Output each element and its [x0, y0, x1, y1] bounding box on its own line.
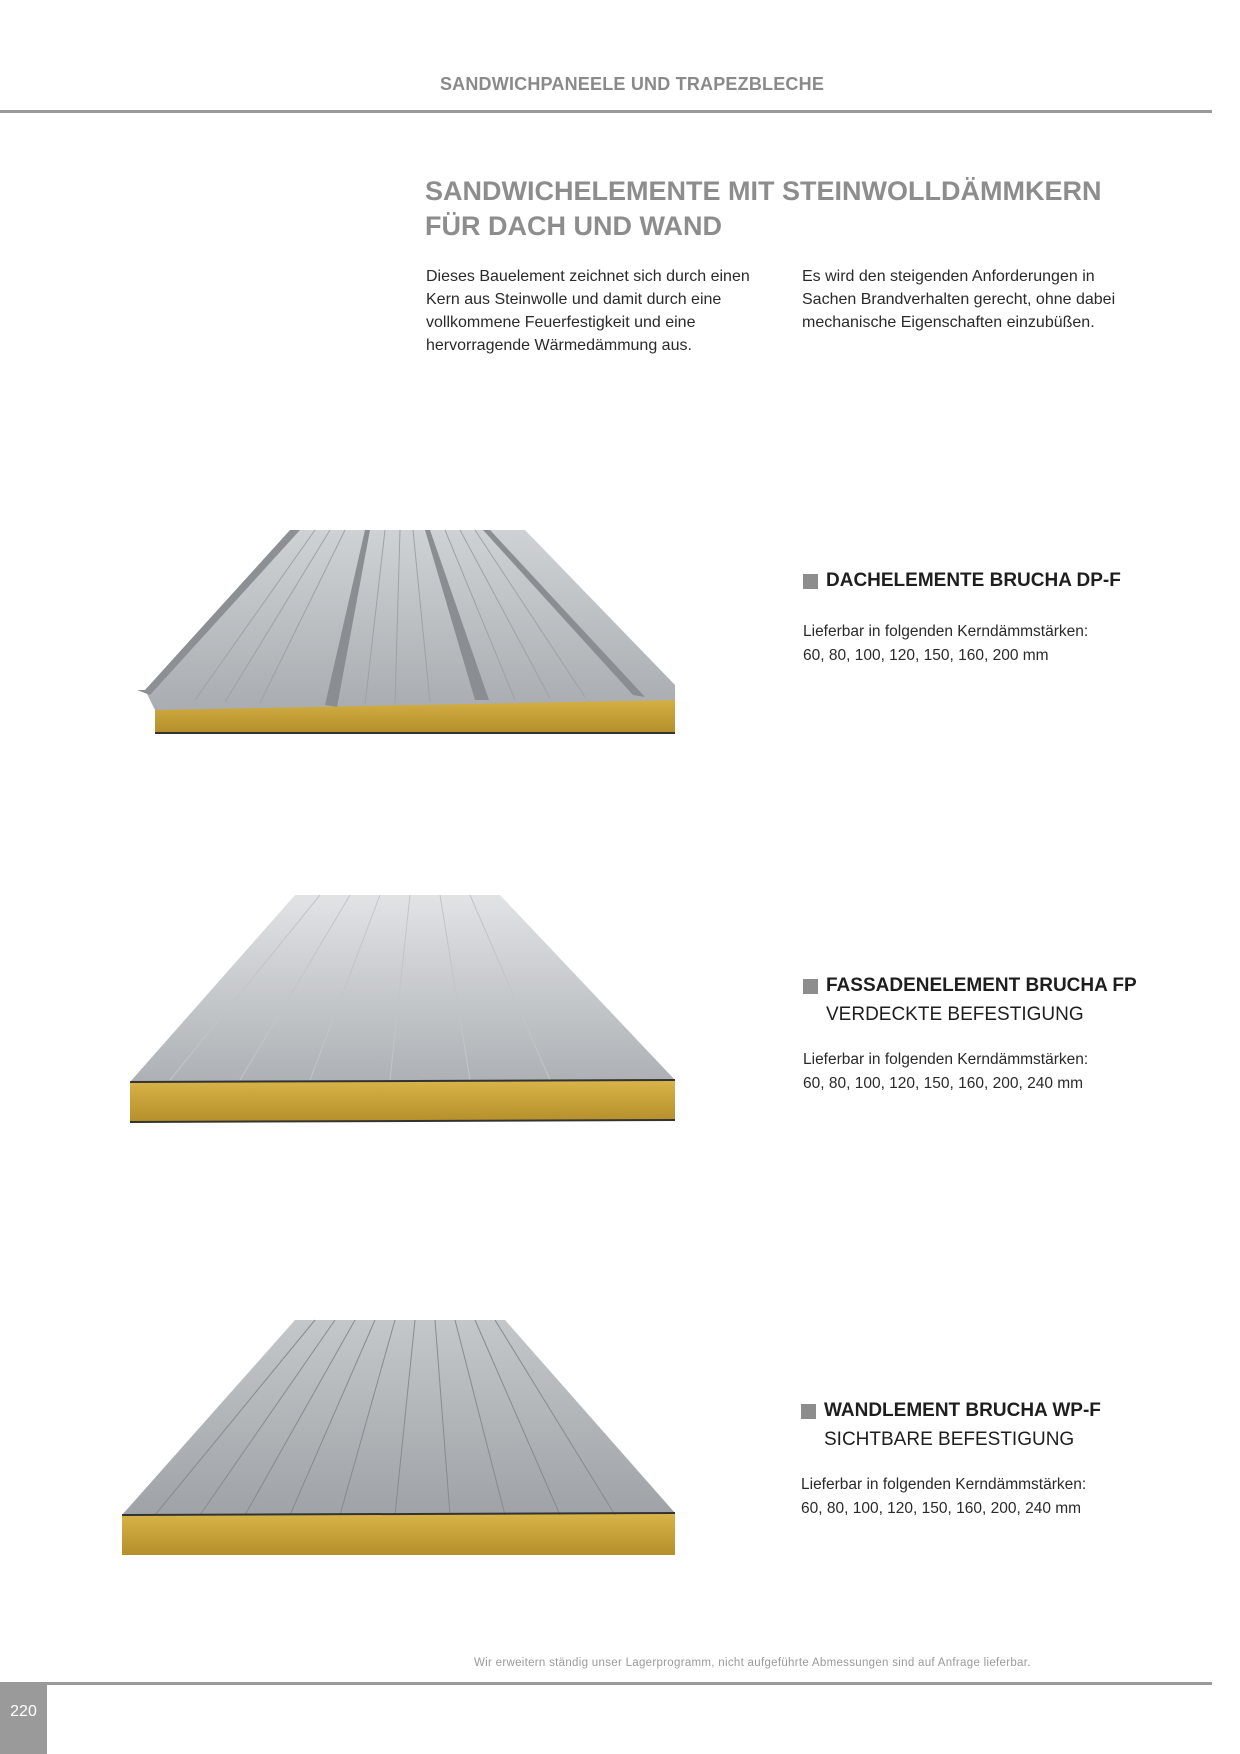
thickness-list: 60, 80, 100, 120, 150, 160, 200 mm	[803, 647, 1049, 664]
square-bullet-icon	[801, 1404, 816, 1419]
facade-panel-image	[110, 830, 710, 1130]
availability-label: Lieferbar in folgenden Kerndämmstärken:	[801, 1476, 1087, 1493]
header-rule	[0, 110, 1212, 113]
product-fp	[803, 975, 1203, 1096]
product-title: DACHELEMENTE BRUCHA DP-F	[826, 570, 1121, 591]
product-wp-f	[801, 1400, 1201, 1521]
square-bullet-icon	[803, 574, 818, 589]
intro-text-left: Dieses Bauelement zeichnet sich durch einen Kern aus Steinwolle und damit durch eine vollkommene Feuerfestigkeit und eine hervorragende Wärmedämmung aus.	[426, 268, 750, 354]
thickness-list: 60, 80, 100, 120, 150, 160, 200, 240 mm	[803, 1075, 1084, 1092]
availability-label: Lieferbar in folgenden Kerndämmstärken:	[803, 1051, 1089, 1068]
thickness-list: 60, 80, 100, 120, 150, 160, 200, 240 mm	[801, 1500, 1082, 1517]
footer-note: Wir erweitern ständig unser Lagerprogramm, nicht aufgeführte Abmessungen sind auf Anfrage lieferbar.	[474, 1657, 1031, 1669]
product-subtitle: VERDECKTE BEFESTIGUNG	[826, 1004, 1084, 1025]
intro-text-right: Es wird den steigenden Anforderungen in Sachen Brandverhalten gerecht, ohne dabei mechanische Eigenschaften einzubüßen.	[802, 268, 1116, 331]
availability-label: Lieferbar in folgenden Kerndämmstärken:	[803, 623, 1089, 640]
page-number: 220	[10, 1703, 37, 1720]
running-header: SANDWICHPANEELE UND TRAPEZBLECHE	[439, 74, 825, 94]
page-title-line-2: FÜR DACH UND WAND	[425, 211, 722, 241]
product-dp-f	[803, 570, 1203, 668]
footer-rule	[0, 1682, 1212, 1685]
square-bullet-icon	[803, 979, 818, 994]
page-title	[425, 174, 1185, 244]
product-title: WANDLEMENT BRUCHA WP-F	[824, 1400, 1101, 1421]
page-title-line-1: SANDWICHELEMENTE MIT STEINWOLLDÄMMKERN	[425, 176, 1102, 206]
product-subtitle: SICHTBARE BEFESTIGUNG	[824, 1429, 1075, 1450]
roof-panel-image	[85, 495, 685, 785]
wall-panel-image	[110, 1255, 710, 1555]
product-title: FASSADENELEMENT BRUCHA FP	[826, 975, 1137, 996]
